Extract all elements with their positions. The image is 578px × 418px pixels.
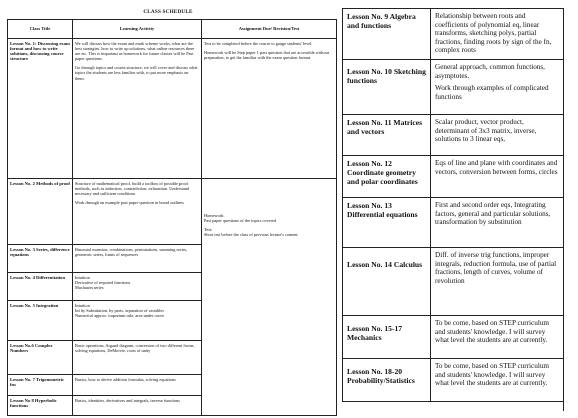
table-row [343, 248, 564, 316]
learning-activity: Basic operations, Argand diagram, conversion of two different forms, solving equations, DeMoivre, roots of unity [73, 341, 202, 375]
lesson-title: Lesson No. 2 Methods of proof [8, 179, 73, 245]
table-row [8, 39, 337, 179]
lesson-description: Scalar product, vector product, determinant of 3x3 matrix, inverse, solutions to 3 linear eqs, [431, 115, 564, 156]
lesson-title: Lesson No.6 Complex Numbers [8, 341, 73, 375]
learning-activity: Intuition Int by Substitution, by parts, separation of variables Numerical approx. trapezium rule, area under curve [73, 301, 202, 341]
table-edge-column [563, 8, 578, 411]
table-row [343, 156, 564, 198]
lesson-description: To be come, based on STEP curriculum and students' knowledge. I will survey what level the students are at currently. [431, 316, 564, 359]
learning-activity: Structure of mathematical proof, build a toolbox of possible proof methods, such as induction, contradiction, exhaustion. Understand necessary and sufficient conditions Work through an example past paper question in broad outlines [73, 179, 202, 245]
table-row [343, 316, 564, 359]
lesson-title: Lesson No. 5 Integration [8, 301, 73, 341]
lesson-title: Lesson No. 10 Sketching functions [343, 60, 431, 115]
schedule-table-left [7, 19, 337, 416]
lesson-description: Diff. of inverse trig functions, improper integrals, reduction formula, use of partial fractions, length of curves, volume of revolution [431, 248, 564, 316]
assignment-cell: Test to be completed before the course to gauge students' level. Homework will be Step paper 1 past question that are accessible without preparation, to get the familiar with the exam question format. [202, 39, 337, 179]
table-row [343, 9, 564, 60]
header-row [8, 20, 337, 39]
lesson-title: Lesson No. 18-20 Probability/Statistics [343, 359, 431, 402]
lesson-title: Lesson No. 15-17 Mechanics [343, 316, 431, 359]
lesson-title: Lesson No. 11 Matrices and vectors [343, 115, 431, 156]
lesson-description: Eqs of line and plane with coordinates and vectors, conversion between forms, circles [431, 156, 564, 198]
table-row [343, 198, 564, 248]
learning-activity: We will discuss how the exam and mark scheme works, what are the best strategies, how to write up solutions, what online resources there are etc. This is important as homework for future classes will be Past paper questions. Go through topics and course structure, we will cover and discuss what topics the students are less familiar with, to put more emphasis on them. [73, 39, 202, 179]
learning-activity: Basics, identities, derivatives and integrals, inverse functions [73, 396, 202, 416]
header-assignment: Assignment Due/ Revision/Test [202, 20, 337, 39]
lesson-title: Lesson No. 9 Algebra and functions [343, 9, 431, 60]
homework-test-cell: Homework: Past paper questions of the topics covered Test: Short test before the class of previous lecture's content. [202, 179, 337, 416]
table-row [8, 179, 337, 245]
learning-activity: Intuition Derivative of required functions Maclaurin series [73, 273, 202, 301]
table-row [343, 115, 564, 156]
lesson-title: Lesson No. 13 Differential equations [343, 198, 431, 248]
table-row [343, 60, 564, 115]
lesson-title: Lesson No. 14 Calculus [343, 248, 431, 316]
lesson-title: Lesson No. 1: Discussing exam format and how to write solutions, discussing course structure [8, 39, 73, 179]
lesson-title: Lesson No 8 Hyperbolic functions [8, 396, 73, 416]
lesson-description: First and second order eqs, Integrating factors, general and particular solutions, transformation by substitution [431, 198, 564, 248]
schedule-title: CLASS SCHEDULE [143, 9, 193, 15]
lesson-title: Lesson No. 7 Trigonometric fns [8, 375, 73, 396]
lesson-description: To be come, based on STEP curriculum and students' knowledge. I will survey what level the students are at currently. [431, 359, 564, 402]
learning-activity: Binomial exansion, combinations, permutations, summing series, geometric series, limits of sequences [73, 245, 202, 273]
learning-activity: Basics, how to derive addition formulas, solving equations [73, 375, 202, 396]
lesson-description: Relationship between roots and coefficients of polynomial eq, linear transforms, sketching polys, partial fractions, finding roots by sign of the fn, complex roots [431, 9, 564, 60]
header-learning-activity: Learning Activity [73, 20, 202, 39]
lesson-title: Lesson No. 3 Series, difference equations [8, 245, 73, 273]
table-row [343, 359, 564, 402]
lesson-description: General approach, common functions, asymptotes. Work through examples of complicated functions [431, 60, 564, 115]
lesson-title: Lesson No. 12 Coordinate geometry and polar coordinates [343, 156, 431, 198]
lesson-title: Lesson No. 4 Differentiation [8, 273, 73, 301]
header-class-title: Class Title [8, 20, 73, 39]
schedule-table-right [342, 8, 564, 402]
